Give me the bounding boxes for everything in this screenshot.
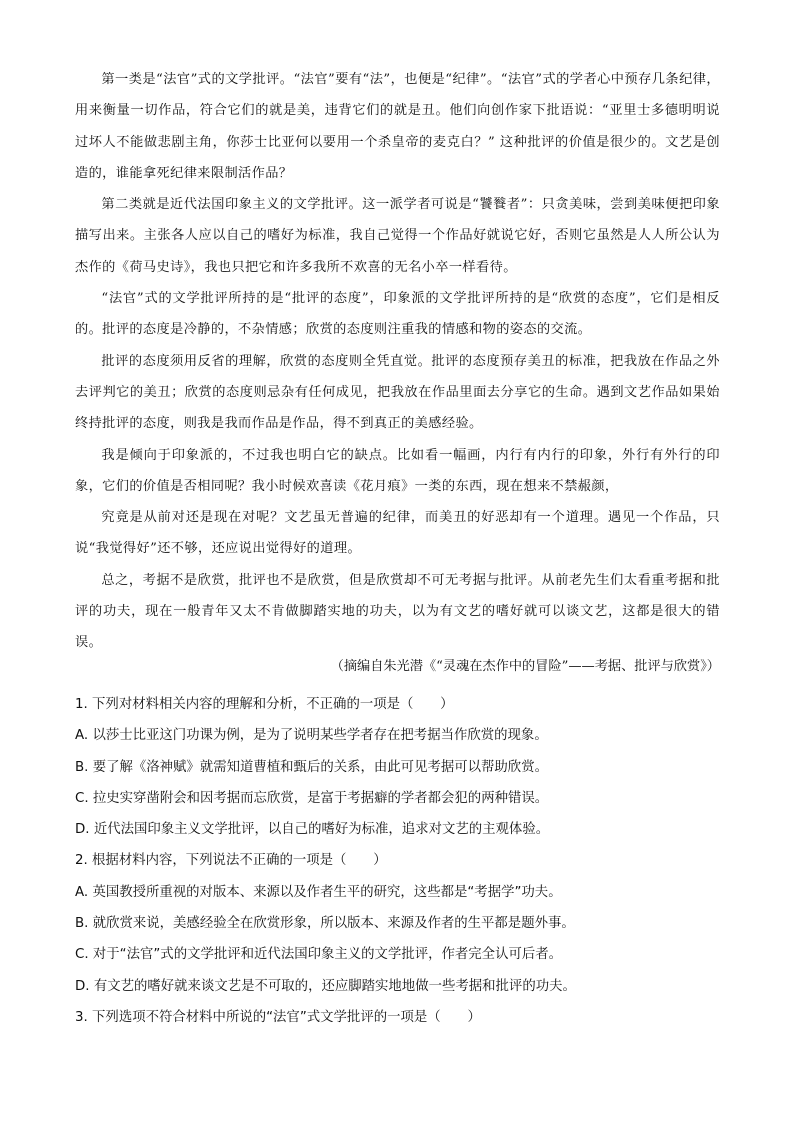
question-list [75, 689, 720, 1033]
question-stem: 2. 根据材料内容，下列说法不正确的一项是（ ） [75, 853, 387, 869]
option-a: A. 英国教授所重视的对版本、来源以及作者生平的研究，这些都是“考据学”功夫。 [75, 884, 562, 900]
option-b: B. 要了解《洛神赋》就需知道曹植和甄后的关系，由此可见考据可以帮助欣赏。 [75, 759, 548, 775]
passage-paragraph: 我是倾向于印象派的，不过我也明白它的缺点。比如看一幅画，内行有内行的印象，外行有外行的印象，它们的价值是否相同呢？我小时候欢喜读《花月痕》一类的东西，现在想来不禁赧颜， [75, 447, 720, 494]
passage-paragraph: 批评的态度须用反省的理解，欣赏的态度则全凭直觉。批评的态度预存美丑的标准，把我放在作品之外去评判它的美丑；欣赏的态度则忌杂有任何成见，把我放在作品里面去分享它的生命。遇到文艺作品如果始终持批评的态度，则我是我而作品是作品，得不到真正的美感经验。 [75, 353, 720, 432]
option-c: C. 对于“法官”式的文学批评和近代法国印象主义的文学批评，作者完全认可后者。 [75, 947, 563, 963]
option-d: D. 有文艺的嗜好就来谈文艺是不可取的，还应脚踏实地地做一些考据和批评的功夫。 [75, 978, 576, 994]
option-c: C. 拉史实穿凿附会和因考据而忘欣赏，是富于考据癖的学者都会犯的两种错误。 [75, 790, 549, 806]
question-3 [75, 1002, 720, 1033]
question-stem: 3. 下列选项不符合材料中所说的“法官”式文学批评的一项是（ ） [75, 1009, 481, 1025]
question-1 [75, 689, 720, 845]
passage-paragraph: 第一类是“法官”式的文学批评。“法官”要有“法”，也便是“纪律”。“法官”式的学者心中预存几条纪律，用来衡量一切作品，符合它们的就是美，违背它们的就是丑。他们向创作家下批语说：“亚里士多德明明说过坏人不能做悲剧主角，你莎士比亚何以要用一个杀皇帝的麦克白？” 这种批评的价值是很少的。文艺是创造的，谁能拿死纪律来限制活作品？ [75, 72, 720, 181]
passage-paragraph: 第二类就是近代法国印象主义的文学批评。这一派学者可说是“饕餮者”：只贪美味，尝到美味便把印象描写出来。主张各人应以自己的嗜好为标准，我自己觉得一个作品好就说它好，否则它虽然是人人所公认为杰作的《荷马史诗》，我也只把它和许多我所不欢喜的无名小卒一样看待。 [75, 197, 720, 275]
option-a: A. 以莎士比亚这门功课为例，是为了说明某些学者存在把考据当作欣赏的现象。 [75, 728, 548, 744]
option-b: B. 就欣赏来说，美感经验全在欣赏形象，所以版本、来源及作者的生平都是题外事。 [75, 916, 575, 932]
passage-paragraph: 究竟是从前对还是现在对呢？文艺虽无普遍的纪律，而美丑的好恶却有一个道理。遇见一个作品，只说“我觉得好”还不够，还应说出觉得好的道理。 [75, 510, 720, 557]
question-2 [75, 845, 720, 1001]
passage-paragraph: “法官”式的文学批评所持的是“批评的态度”，印象派的文学批评所持的是“欣赏的态度”，它们是相反的。批评的态度是冷静的，不杂情感；欣赏的态度则注重我的情感和物的姿态的交流。 [75, 291, 720, 338]
option-d: D. 近代法国印象主义文学批评，以自己的嗜好为标准，追求对文艺的主观体验。 [75, 822, 550, 838]
reading-passage [75, 64, 720, 659]
question-stem: 1. 下列对材料相关内容的理解和分析，不正确的一项是（ ） [75, 697, 454, 712]
passage-source: （摘编自朱光潜《“灵魂在杰作中的冒险”——考据、批评与欣赏》） [330, 659, 720, 674]
passage-paragraph: 总之，考据不是欣赏，批评也不是欣赏，但是欣赏却不可无考据与批评。从前老先生们太看重考据和批评的功夫，现在一般青年又太不肯做脚踏实地的功夫，以为有文艺的嗜好就可以谈文艺，这都是很大的错误。 [75, 572, 720, 651]
